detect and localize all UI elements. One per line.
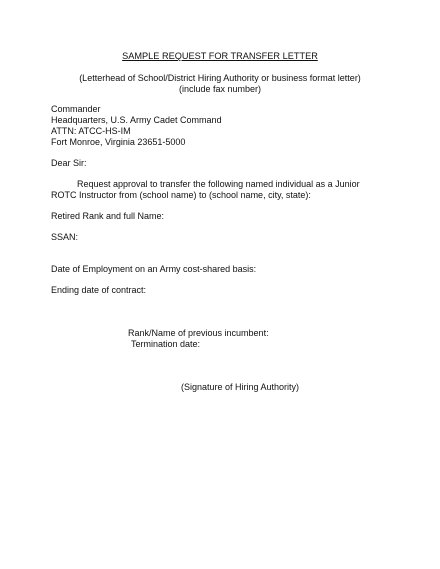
fax-note: (include fax number) xyxy=(178,84,262,94)
address-line-2: Headquarters, U.S. Army Cadet Command xyxy=(51,115,222,125)
rank-name-field: Retired Rank and full Name: xyxy=(51,211,165,221)
address-line-3: ATTN: ATCC-HS-IM xyxy=(51,126,131,136)
signature-line: (Signature of Hiring Authority) xyxy=(181,382,300,392)
employment-date-field: Date of Employment on an Army cost-shared basis: xyxy=(51,264,257,274)
address-line-4: Fort Monroe, Virginia 23651-5000 xyxy=(51,137,186,147)
body-line-1: Request approval to transfer the following named individual as a Junior xyxy=(77,179,360,189)
address-line-1: Commander xyxy=(51,104,101,114)
termination-date-field: Termination date: xyxy=(131,339,201,349)
document-title: SAMPLE REQUEST FOR TRANSFER LETTER xyxy=(122,51,318,61)
ssan-field: SSAN: xyxy=(51,232,79,242)
body-line-2: ROTC Instructor from (school name) to (school name, city, state): xyxy=(51,190,311,200)
salutation: Dear Sir: xyxy=(51,158,87,168)
letterhead-note: (Letterhead of School/District Hiring Authority or business format letter) xyxy=(79,73,361,83)
ending-date-field: Ending date of contract: xyxy=(51,285,147,295)
previous-incumbent-field: Rank/Name of previous incumbent: xyxy=(128,328,269,338)
